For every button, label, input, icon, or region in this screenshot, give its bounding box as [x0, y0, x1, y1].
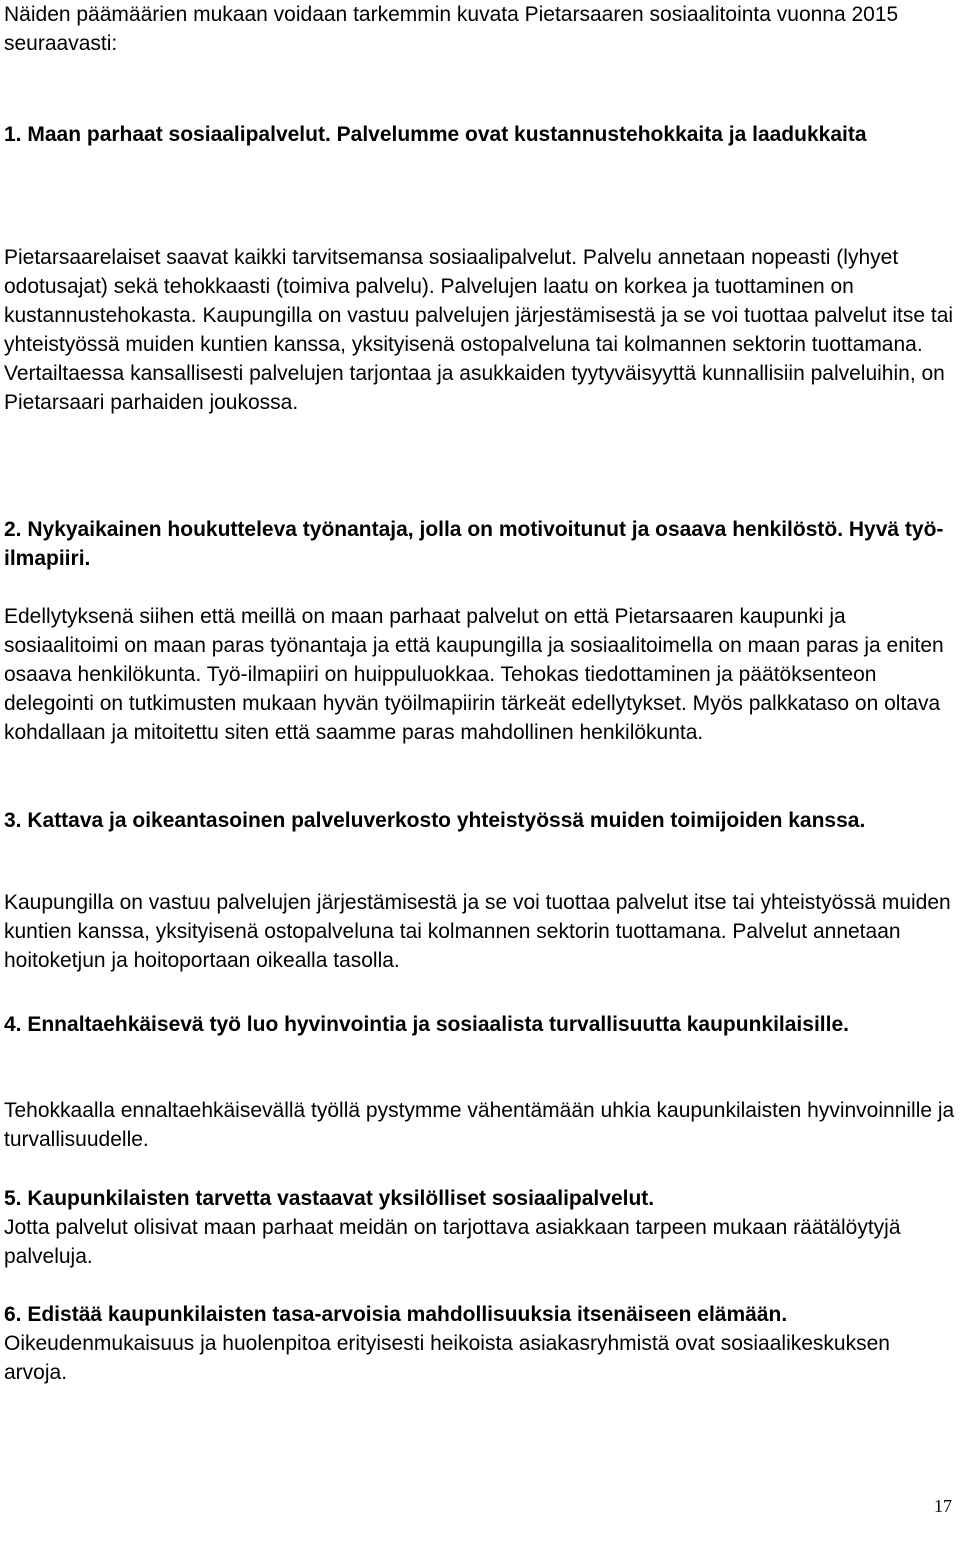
section-3-heading: 3. Kattava ja oikeantasoinen palveluverkosto yhteistyössä muiden toimijoiden kanssa. [4, 809, 866, 832]
section-5-body: Jotta palvelut olisivat maan parhaat meidän on tarjottava asiakkaan tarpeen mukaan räätälöytyjä palveluja. [4, 1216, 901, 1268]
section-5-heading: 5. Kaupunkilaisten tarvetta vastaavat yksilölliset sosiaalipalvelut. [4, 1187, 655, 1210]
section-1-heading: 1. Maan parhaat sosiaalipalvelut. Palvelumme ovat kustannustehokkaita ja laadukkaita [4, 123, 867, 146]
section-2-body: Edellytyksenä siihen että meillä on maan parhaat palvelut on että Pietarsaaren kaupunki ja sosiaalitoimi on maan paras työnantaja ja että kaupungilla ja sosiaalitoimella on maan paras ja eniten osaava henkilökunta. Työ-ilmapiiri on huippuluokkaa. Tehokas tiedottaminen ja päätöksenteon delegointi on tutkimusten mukaan hyvän työilmapiirin tärkeät edellytykset. Myös palkkataso on oltava kohdallaan ja mitoitettu siten että saamme paras mahdollinen henkilökunta. [4, 605, 944, 744]
section-6-body: Oikeudenmukaisuus ja huolenpitoa erityisesti heikoista asiakasryhmistä ovat sosiaalikeskuksen arvoja. [4, 1332, 890, 1384]
section-2-heading: 2. Nykyaikainen houkutteleva työnantaja, jolla on motivoitunut ja osaava henkilöstö. Hyvä työ-ilmapiiri. [4, 518, 944, 570]
section-1-body: Pietarsaarelaiset saavat kaikki tarvitsemansa sosiaalipalvelut. Palvelu annetaan nopeasti (lyhyet odotusajat) sekä tehokkaasti (toimiva palvelu). Palvelujen laatu on korkea ja tuottaminen on kustannustehokasta. Kaupungilla on vastuu palvelujen järjestämisestä ja se voi tuottaa palvelut itse tai yhteistyössä muiden kuntien kanssa, yksityisenä ostopalveluna tai kolmannen sektorin tuottamana. Vertailtaessa kansallisesti palvelujen tarjontaa ja asukkaiden tyytyväisyyttä kunnallisiin palveluihin, on Pietarsaari parhaiden joukossa. [4, 246, 954, 414]
section-6-heading: 6. Edistää kaupunkilaisten tasa-arvoisia mahdollisuuksia itsenäiseen elämään. [4, 1303, 788, 1326]
section-4-heading: 4. Ennaltaehkäisevä työ luo hyvinvointia ja sosiaalista turvallisuutta kaupunkilaisille. [4, 1013, 849, 1036]
intro-paragraph: Näiden päämäärien mukaan voidaan tarkemmin kuvata Pietarsaaren sosiaalitointa vuonna 2015 seuraavasti: [4, 3, 899, 55]
page-number: 17 [934, 1496, 952, 1516]
section-4-body: Tehokkaalla ennaltaehkäisevällä työllä pystymme vähentämään uhkia kaupunkilaisten hyvinvoinnille ja turvallisuudelle. [4, 1099, 955, 1151]
section-3-body: Kaupungilla on vastuu palvelujen järjestämisestä ja se voi tuottaa palvelut itse tai yhteistyössä muiden kuntien kanssa, yksityisenä ostopalveluna tai kolmannen sektorin tuottamana. Palvelut annetaan hoitoketjun ja hoitoportaan oikealla tasolla. [4, 891, 951, 972]
